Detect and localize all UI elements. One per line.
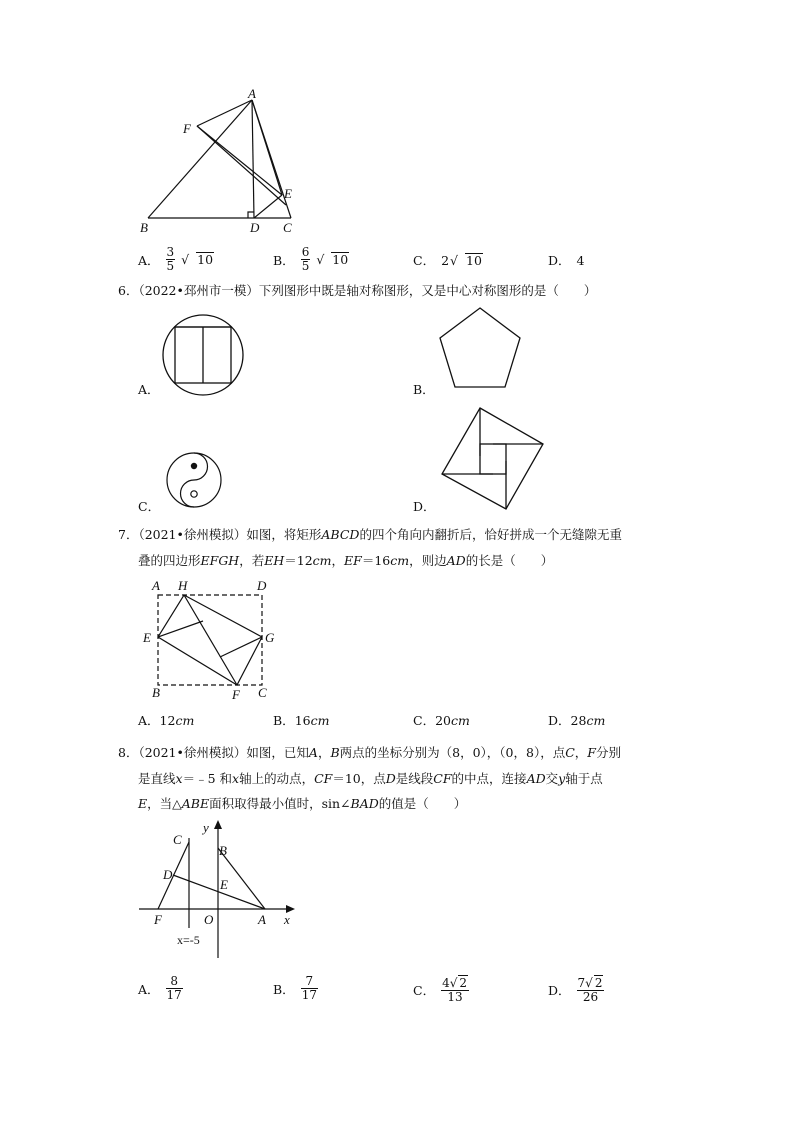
q5-label-e: E: [284, 186, 292, 201]
q5-option-c[interactable]: C． 2 √ 10: [413, 252, 482, 268]
q8-label-y: y: [203, 820, 209, 835]
q7-label-a: A: [152, 578, 160, 593]
q7-option-a[interactable]: A．12cm: [138, 713, 195, 728]
q6-option-d[interactable]: D．: [413, 499, 436, 514]
q8-line-label: x=-5: [177, 933, 200, 947]
q7-option-c[interactable]: C．20cm: [413, 713, 470, 728]
q5-label-b: B: [140, 220, 148, 235]
q7-label-f: F: [232, 687, 240, 702]
q6-figure-a: [160, 312, 246, 398]
q6-figure-d: [438, 406, 546, 512]
q6-option-a[interactable]: A．: [138, 382, 160, 397]
q6-figure-b: [435, 305, 525, 391]
q8-figure: [135, 818, 305, 960]
q6-stem: 6．（2022•邳州市一模）下列图形中既是轴对称图形，又是中心对称图形的是（ ）: [118, 283, 597, 298]
q8-label-e: E: [220, 877, 228, 892]
q7-label-b: B: [152, 685, 160, 700]
q6-option-b[interactable]: B．: [413, 382, 435, 397]
q5-a-fraction: $\frac{3}{5}$: [166, 245, 175, 273]
q5-label-d: D: [250, 220, 260, 235]
q8-stem-line2: 是直线x＝﹣5 和x轴上的动点，CF＝10，点D是线段CF的中点，连接AD交y轴于点: [138, 771, 603, 786]
q7-option-b[interactable]: B．16cm: [273, 713, 330, 728]
q7-label-d: D: [257, 578, 267, 593]
q7-stem-line1: 7．（2021•徐州模拟）如图，将矩形ABCD的四个角向内翻折后，恰好拼成一个无缝隙无重: [118, 527, 622, 542]
q5-figure: [130, 88, 310, 238]
q5-label-c: C: [283, 220, 292, 235]
q7-figure: [140, 575, 290, 705]
q8-label-d: D: [163, 867, 173, 882]
q5-label-a: A: [248, 86, 256, 101]
q7-label-c: C: [258, 685, 267, 700]
q8-label-f: F: [154, 912, 162, 927]
q5-option-a[interactable]: A． $\frac{3}{5}$ √ 10: [138, 245, 214, 273]
q5-label-f: F: [183, 121, 191, 136]
q6-option-c[interactable]: C．: [138, 499, 161, 514]
q7-stem-line2: 叠的四边形EFGH，若EH＝12cm，EF＝16cm，则边AD的长是（ ）: [138, 553, 554, 568]
q8-label-c: C: [173, 832, 182, 847]
q6-figure-c: [164, 450, 224, 510]
q8-option-c[interactable]: C． $\frac{4√ 2}{13}$: [413, 976, 468, 1004]
q8-stem-line3: E，当△ABE面积取得最小值时，sin∠BAD的值是（ ）: [138, 796, 467, 811]
q8-option-b[interactable]: B． $\frac{7}{17}$: [273, 974, 317, 1002]
q8-label-o: O: [204, 912, 214, 927]
q8-stem-line1: 8．（2021•徐州模拟）如图，已知A，B两点的坐标分别为（8，0），（0，8），点C，F分别: [118, 745, 621, 760]
q8-label-x: x: [284, 912, 290, 927]
q8-label-b: B: [219, 843, 227, 858]
q8-option-a[interactable]: A． $\frac{8}{17}$: [138, 974, 182, 1002]
q8-option-d[interactable]: D． $\frac{7√ 2}{26}$: [548, 976, 603, 1004]
q8-label-a: A: [258, 912, 266, 927]
q7-label-g: G: [265, 630, 275, 645]
q5-option-b[interactable]: B． $\frac{6}{5}$ √ 10: [273, 245, 349, 273]
q7-label-e: E: [143, 630, 151, 645]
q5-option-d[interactable]: D． 4: [548, 252, 585, 268]
q5-b-fraction: $\frac{6}{5}$: [301, 245, 310, 273]
q7-label-h: H: [178, 578, 188, 593]
q7-option-d[interactable]: D．28cm: [548, 713, 606, 728]
